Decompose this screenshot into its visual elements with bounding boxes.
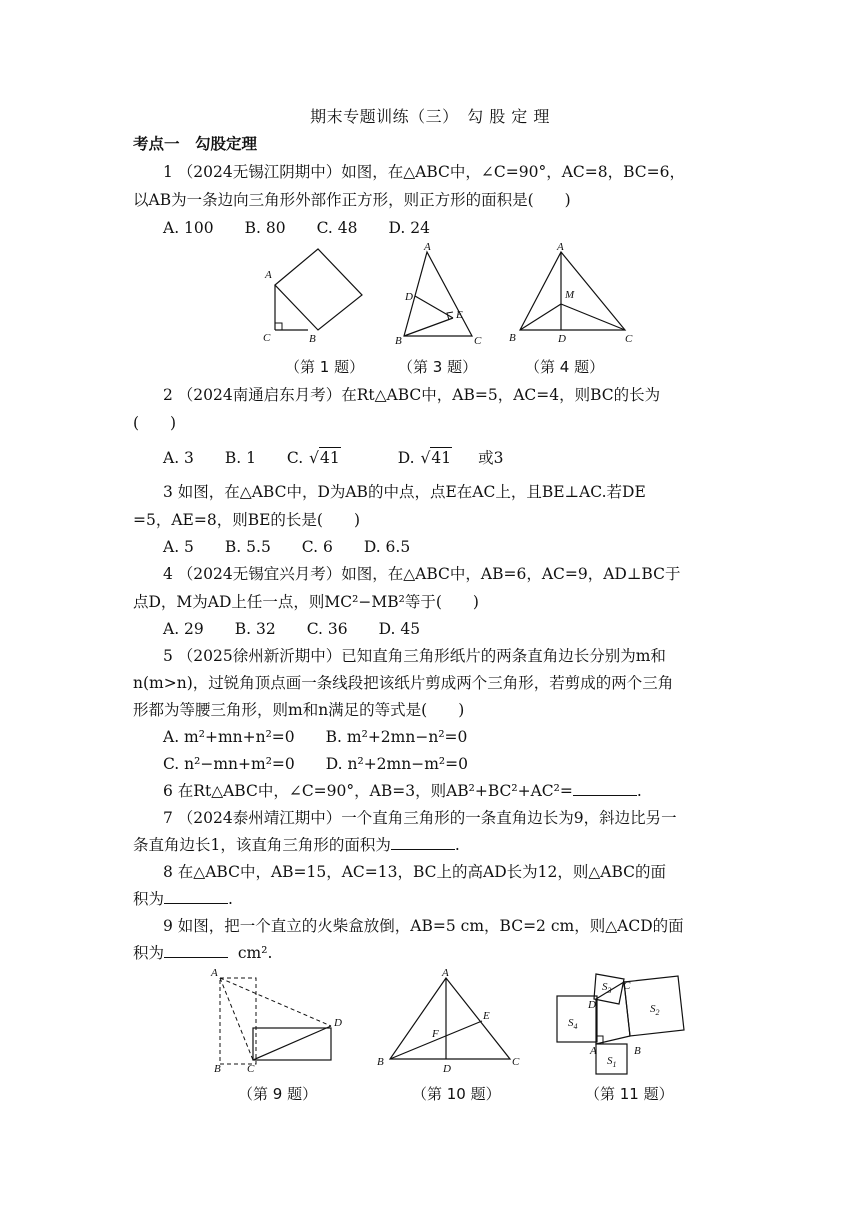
q3-options: A. 5 B. 5.5 C. 6 D. 6.5 <box>163 538 411 556</box>
fig10-label-d: D <box>443 1063 451 1075</box>
caption-fig4: （第 4 题） <box>525 358 605 376</box>
section-heading: 考点一 勾股定理 <box>133 135 258 153</box>
q2-options <box>163 447 763 468</box>
q6-line: 6 在Rt△ABC中，∠C=90°，AB=3，则AB²+BC²+AC²= . <box>163 782 642 800</box>
figure-1 <box>255 242 375 348</box>
fig11-label-s4: $S_4$ <box>568 1017 578 1031</box>
q9-answer-blank <box>164 943 228 958</box>
q5-options-ab: A. m²+mn+n²=0 B. m²+2mn−n²=0 <box>163 728 468 746</box>
fig9-label-a: A <box>211 967 218 979</box>
caption-fig1: （第 1 题） <box>285 358 365 376</box>
fig4-label-a: A <box>557 242 564 253</box>
q2-option-d: D. √41 或3 <box>397 449 504 467</box>
q4-line2: 点D，M为AD上任一点，则MC²−MB²等于( ) <box>133 593 479 611</box>
q2-option-c-value: 41 <box>320 449 340 467</box>
q2-option-b: B. 1 <box>224 449 256 467</box>
page-title: 期末专题训练（三） 勾 股 定 理 <box>310 107 550 126</box>
fig10-label-c: C <box>512 1056 520 1068</box>
q9-line2 <box>133 943 733 963</box>
q9-unit: cm². <box>237 944 273 962</box>
q5-line3: 形都为等腰三角形，则m和n满足的等式是( ) <box>133 701 465 719</box>
q5-line2: n(m>n)，过锐角顶点画一条线段把该纸片剪成两个三角形，若剪成的两个三角 <box>133 674 674 692</box>
q3-line1: 3 如图，在△ABC中，D为AB的中点，点E在AC上，且BE⊥AC.若DE <box>163 483 646 501</box>
fig11-label-c: C <box>623 980 631 992</box>
q9-line1: 9 如图，把一个直立的火柴盒放倒，AB=5 cm，BC=2 cm，则△ACD的面 <box>163 917 684 935</box>
q4-options: A. 29 B. 32 C. 36 D. 45 <box>163 620 421 638</box>
q2-option-a: A. 3 <box>163 449 194 467</box>
q8-line2: 积为 . <box>133 890 233 908</box>
figure-9 <box>205 966 350 1076</box>
fig11-label-s1: $S_1$ <box>607 1055 617 1069</box>
fig11-label-d: D <box>588 999 596 1011</box>
fig3-label-d: D <box>405 291 413 303</box>
fig3-label-c: C <box>474 335 482 347</box>
figure-10 <box>370 966 530 1076</box>
q2-option-d-prefix: D. <box>397 449 415 467</box>
q2-line2: ( ) <box>133 414 177 432</box>
fig1-label-a: A <box>265 269 272 281</box>
q1-line1: 1 （2024无锡江阴期中）如图，在△ABC中，∠C=90°，AC=8，BC=6， <box>163 163 685 181</box>
figure-11 <box>550 966 700 1078</box>
fig9-label-b: B <box>214 1063 221 1075</box>
fig10-label-e: E <box>483 1010 490 1022</box>
q8-line1: 8 在△ABC中，AB=15，AC=13，BC上的高AD长为12，则△ABC的面 <box>163 863 667 881</box>
fig11-label-a: A <box>590 1045 597 1057</box>
fig10-label-a: A <box>442 967 449 979</box>
q1-line2: 以AB为一条边向三角形外部作正方形，则正方形的面积是( ) <box>133 191 571 209</box>
q7-text: 条直角边长1，该直角三角形的面积为 <box>133 836 391 854</box>
q2-option-c: C. √41 <box>286 449 340 467</box>
q2-option-c-prefix: C. <box>286 449 304 467</box>
caption-fig3: （第 3 题） <box>398 358 478 376</box>
caption-fig9: （第 9 题） <box>238 1085 318 1103</box>
fig9-label-d: D <box>334 1017 342 1029</box>
q6-text: 6 在Rt△ABC中，∠C=90°，AB=3，则AB²+BC²+AC²= <box>163 782 573 800</box>
fig11-label-b: B <box>634 1045 641 1057</box>
fig3-label-b: B <box>395 335 402 347</box>
q5-line1: 5 （2025徐州新沂期中）已知直角三角形纸片的两条直角边长分别为m和 <box>163 647 666 665</box>
q7-line2: 条直角边长1，该直角三角形的面积为 . <box>133 836 460 854</box>
q6-answer-blank <box>573 781 637 796</box>
caption-fig10: （第 10 题） <box>412 1085 501 1103</box>
fig11-label-s2: $S_2$ <box>650 1003 660 1017</box>
q2-option-d-value: 41 <box>431 449 452 467</box>
fig1-label-c: C <box>263 332 271 344</box>
q4-line1: 4 （2024无锡宜兴月考）如图，在△ABC中，AB=6，AC=9，AD⊥BC于 <box>163 565 681 583</box>
fig11-label-s3: $S_3$ <box>602 981 612 995</box>
q8-text: 积为 <box>133 890 165 908</box>
fig9-label-c: C <box>247 1063 255 1075</box>
q2-option-d-suffix: 或3 <box>478 449 504 467</box>
figure-4 <box>505 242 635 348</box>
q5-options-cd: C. n²−mn+m²=0 D. n²+2mn−m²=0 <box>163 755 468 773</box>
fig10-label-b: B <box>377 1056 384 1068</box>
q7-line1: 7 （2024泰州靖江期中）一个直角三角形的一条直角边长为9，斜边比另一 <box>163 809 677 827</box>
caption-fig11: （第 11 题） <box>585 1085 674 1103</box>
q2-line1: 2 （2024南通启东月考）在Rt△ABC中，AB=5，AC=4，则BC的长为 <box>163 386 661 404</box>
q7-answer-blank <box>391 835 455 850</box>
fig3-label-e: E <box>456 309 463 321</box>
fig4-label-b: B <box>509 332 516 344</box>
fig4-label-d: D <box>558 333 566 345</box>
q8-answer-blank <box>164 889 228 904</box>
fig4-label-c: C <box>625 333 633 345</box>
fig4-label-m: M <box>565 289 575 301</box>
fig3-label-a: A <box>424 242 431 253</box>
figure-3 <box>395 242 485 348</box>
q3-line2: =5，AE=8，则BE的长是( ) <box>133 511 361 529</box>
q1-options: A. 100 B. 80 C. 48 D. 24 <box>163 219 430 237</box>
fig10-label-f: F <box>432 1028 439 1040</box>
q9-text: 积为 <box>133 944 165 962</box>
fig1-label-b: B <box>309 333 316 345</box>
